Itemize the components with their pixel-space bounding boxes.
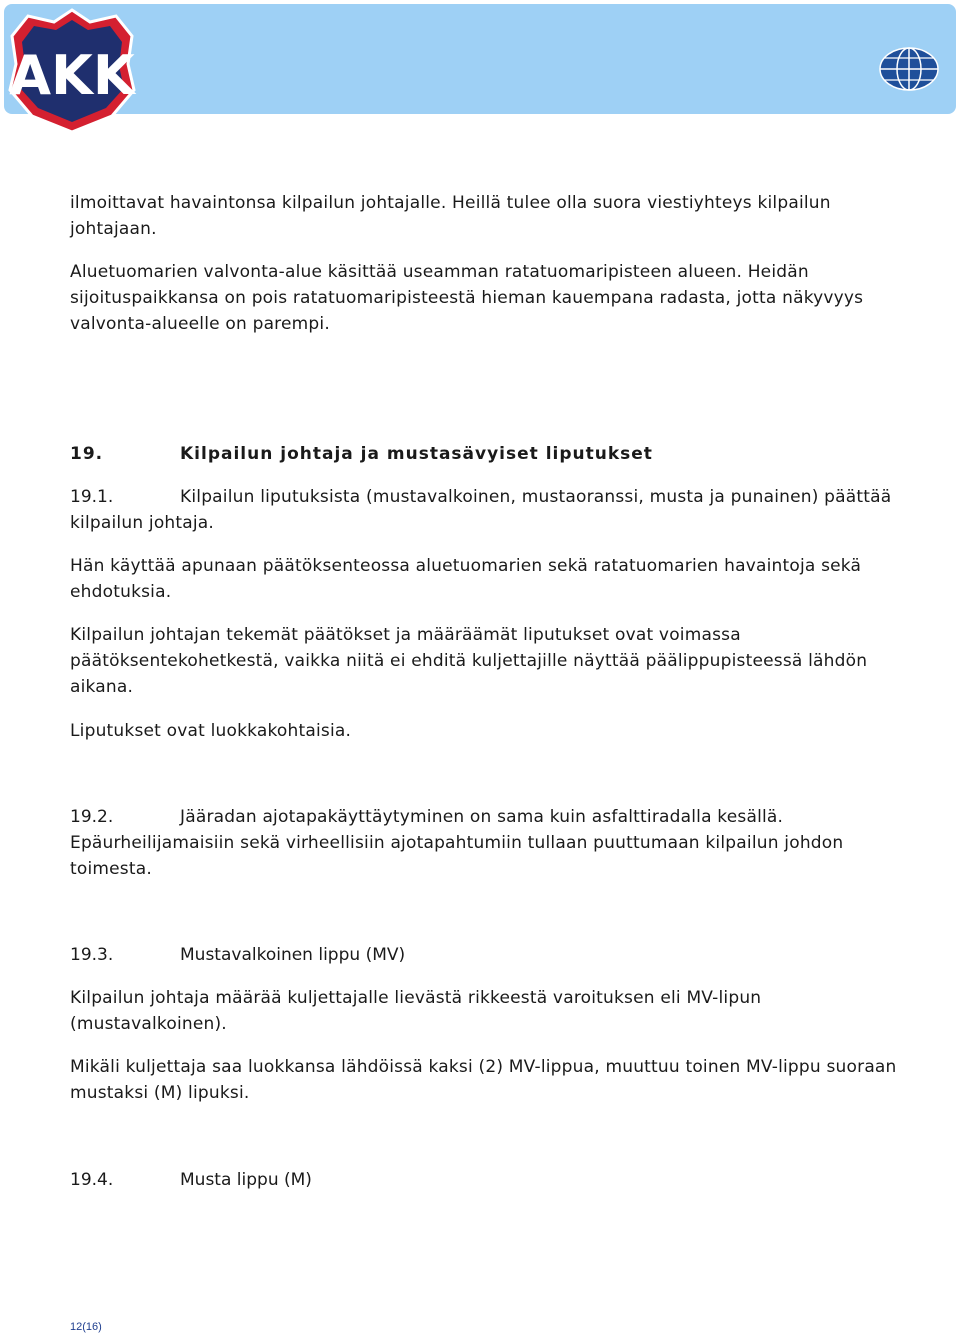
section-19-1-text: Kilpailun liputuksista (mustavalkoinen, mustaoranssi, musta ja punainen) päättää kilpailun johtaja.	[70, 487, 892, 533]
section-19-2-number: 19.2.	[70, 807, 114, 827]
header-banner	[4, 4, 956, 114]
section-19-4-title: Musta lippu (M)	[180, 1170, 312, 1190]
fia-globe-logo-icon	[878, 46, 940, 92]
paragraph-judges-report: ilmoittavat havaintonsa kilpailun johtajalle. Heillä tulee olla suora viestiyhteys kilpailun johtajaan.	[70, 193, 831, 239]
section-19-1-paragraph-3: Kilpailun johtajan tekemät päätökset ja määräämät liputukset ovat voimassa päätöksentekohetkestä, vaikka niitä ei ehditä kuljettajille näyttää päälippupisteessä lähdön aikana.	[70, 625, 868, 697]
section-19-1-paragraph-2: Hän käyttää apunaan päätöksenteossa aluetuomarien sekä ratatuomarien havaintoja sekä ehdotuksia.	[70, 556, 862, 602]
section-19-title: Kilpailun johtaja ja mustasävyiset liputukset	[180, 444, 653, 464]
section-19-1-number: 19.1.	[70, 487, 114, 507]
section-19-3-title: Mustavalkoinen lippu (MV)	[180, 945, 406, 965]
paragraph-area-judges: Aluetuomarien valvonta-alue käsittää useamman ratatuomaripisteen alueen. Heidän sijoituspaikkansa on pois ratatuomaripisteestä hieman kauempana radasta, jotta näkyvyys valvonta-alueelle on parempi.	[70, 262, 864, 334]
section-19-3-paragraph-1: Kilpailun johtaja määrää kuljettajalle lievästä rikkeestä varoituksen eli MV-lipun (mustavalkoinen).	[70, 988, 762, 1034]
section-19-1-paragraph-4: Liputukset ovat luokkakohtaisia.	[70, 721, 352, 741]
section-19-4-number: 19.4.	[70, 1170, 114, 1190]
section-19-3-number: 19.3.	[70, 945, 114, 965]
section-19-number: 19.	[70, 444, 104, 464]
akk-logo-lettering: AKK	[9, 44, 135, 107]
section-19-2-text: Jääradan ajotapakäyttäytyminen on sama kuin asfalttiradalla kesällä. Epäurheilijamaisiin sekä virheellisiin ajotapahtumiin tullaan puuttumaan kilpailun johdon toimesta.	[70, 807, 844, 879]
section-19-3-paragraph-2: Mikäli kuljettaja saa luokkansa lähdöissä kaksi (2) MV-lippua, muuttuu toinen MV-lippu suoraan mustaksi (M) lipuksi.	[70, 1057, 897, 1103]
page-number: 12(16)	[70, 1321, 102, 1333]
akk-logo	[6, 6, 138, 136]
